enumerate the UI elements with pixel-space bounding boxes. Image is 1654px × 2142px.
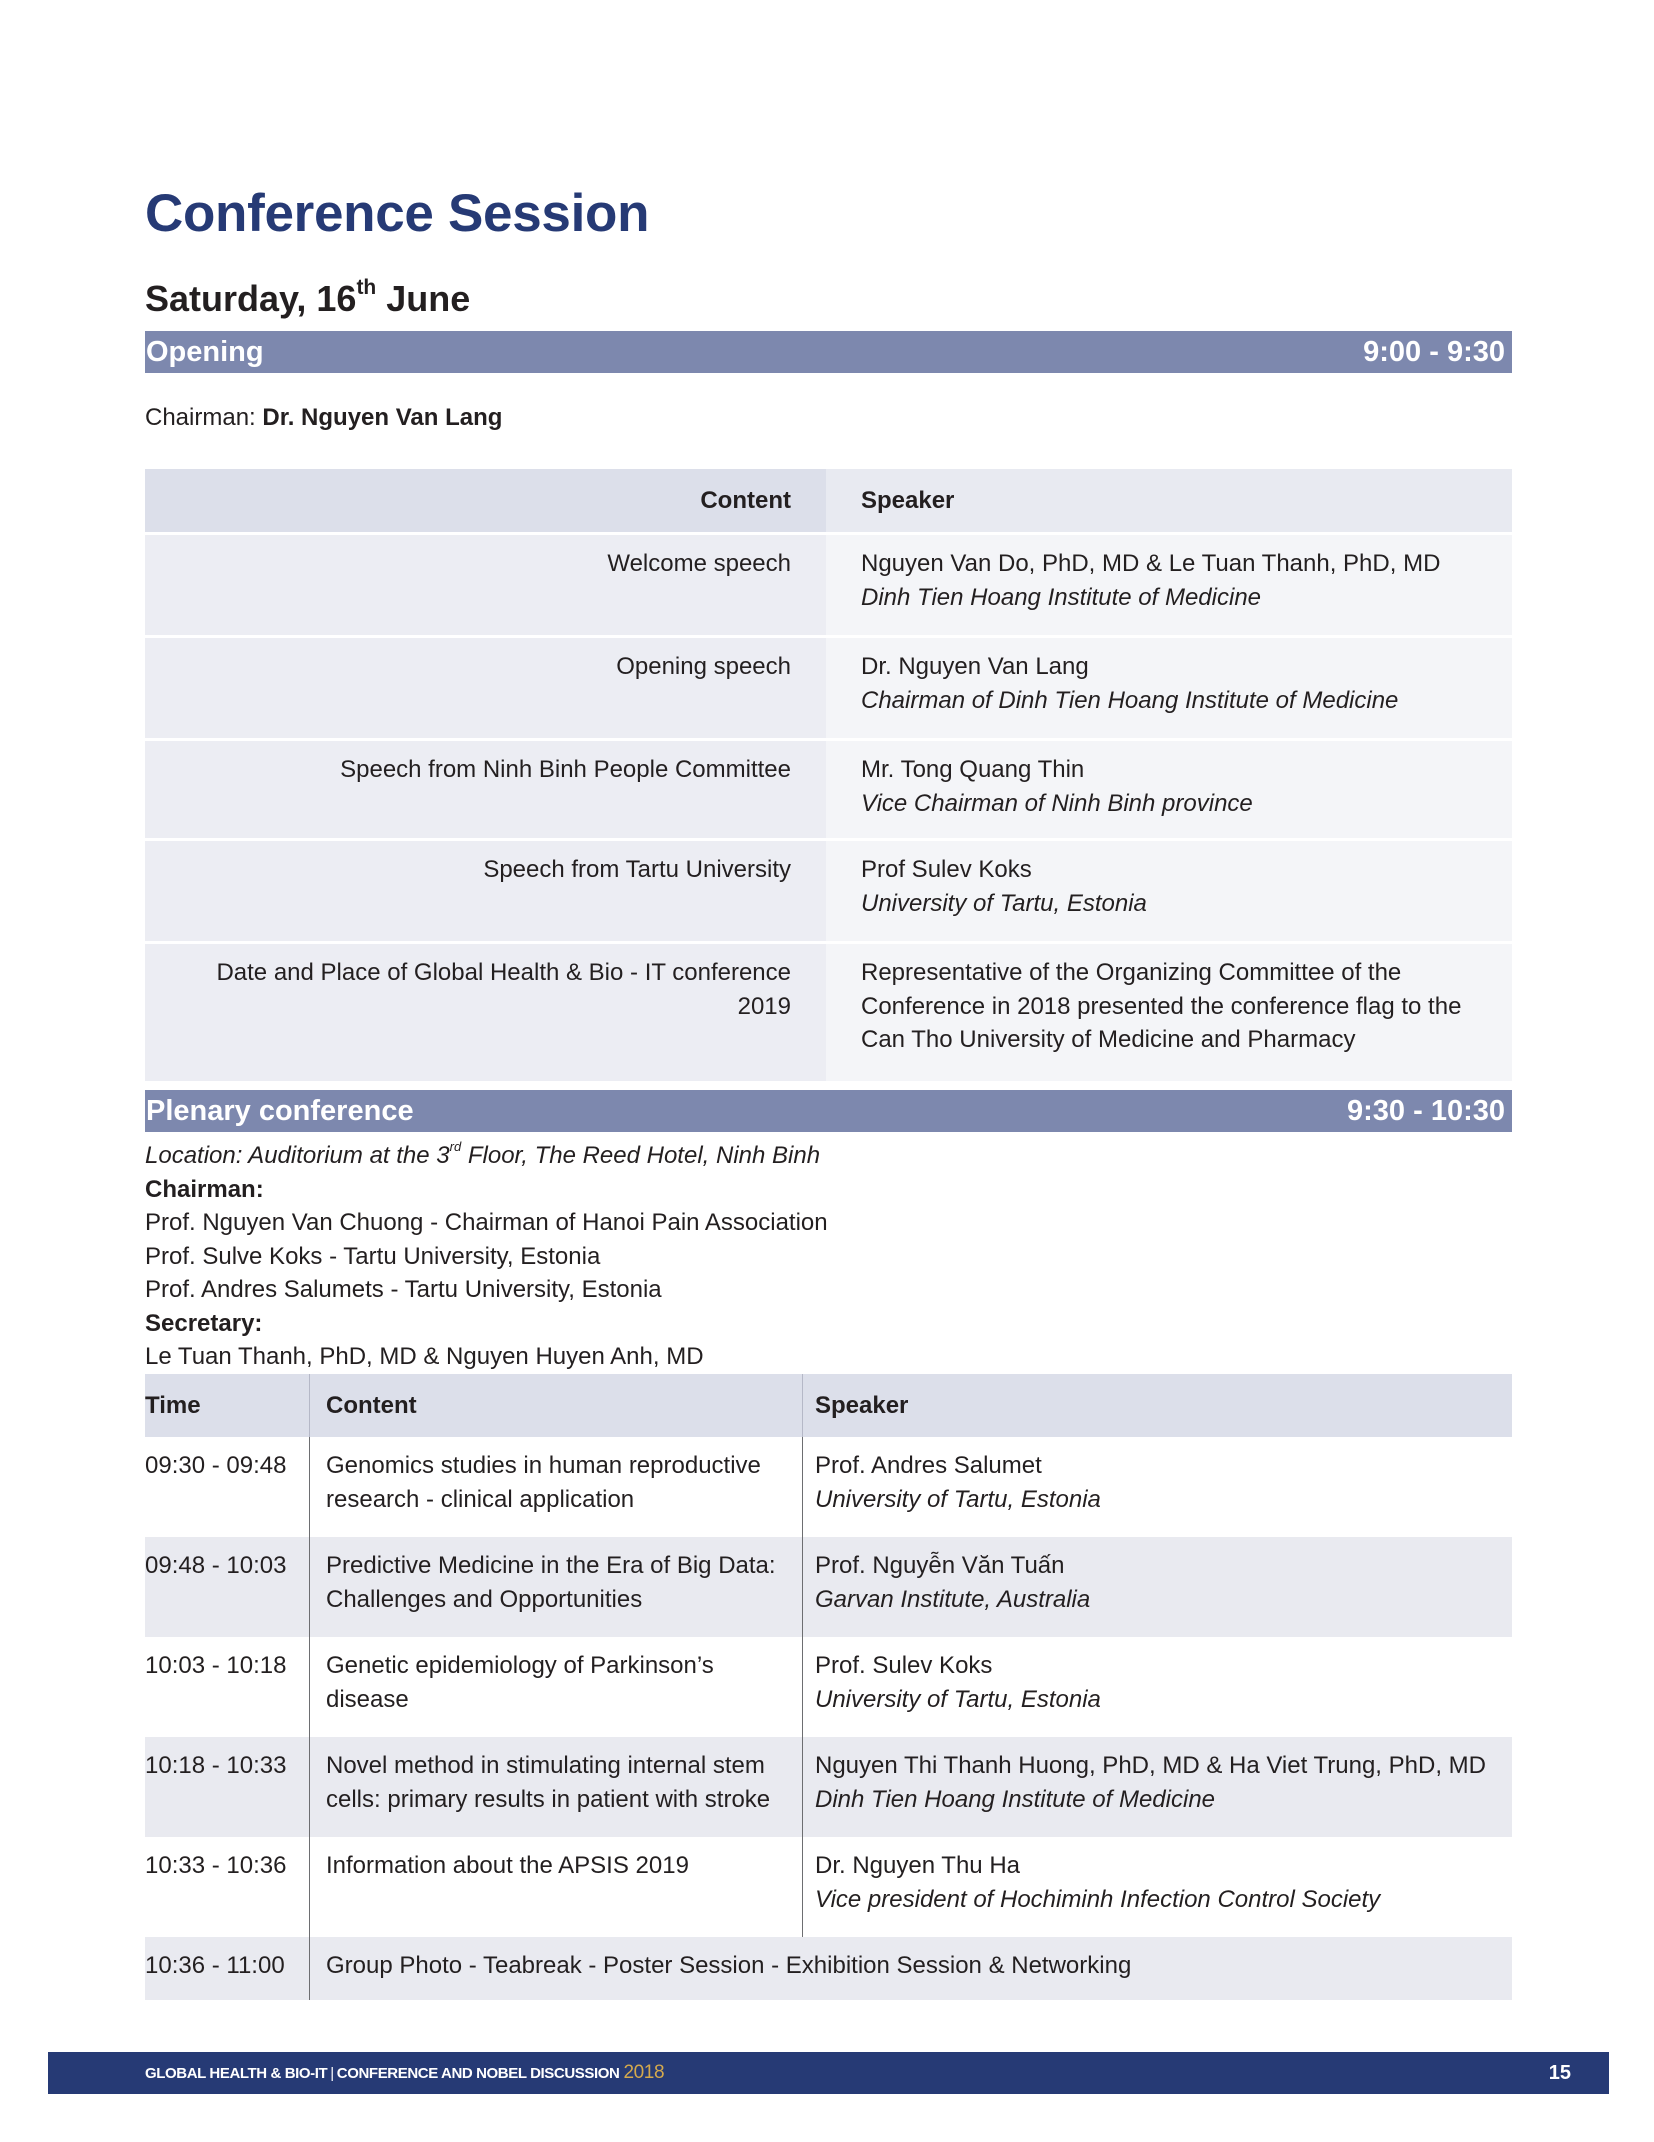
table-header-row: [145, 469, 1512, 532]
header-speaker: Speaker: [826, 469, 1512, 532]
plenary-chairman: Prof. Nguyen Van Chuong - Chairman of Hanoi Pain Association: [145, 1209, 828, 1236]
plenary-label: Plenary conference: [146, 1094, 414, 1127]
footer-publication: GLOBAL HEALTH & BIO-IT | CONFERENCE AND NOBEL DISCUSSION 2018: [145, 2062, 665, 2083]
day-title: Saturday, 16th June: [145, 276, 471, 319]
table-row: 10:33 - 10:36 Information about the APSIS 2019 Dr. Nguyen Thu Ha Vice president of Hochiminh Infection Control Society: [145, 1837, 1512, 1937]
table-row: Welcome speech Nguyen Van Do, PhD, MD & Le Tuan Thanh, PhD, MD Dinh Tien Hoang Institute of Medicine: [145, 532, 1512, 635]
plenary-time: 9:30 - 10:30: [1347, 1094, 1505, 1127]
opening-label: Opening: [146, 335, 264, 368]
table-row: 10:18 - 10:33 Novel method in stimulating internal stem cells: primary results in patient with stroke Nguyen Thi Thanh Huong, PhD, MD & Ha Viet Trung, PhD, MD Dinh Tien Hoang Institute of Medicine: [145, 1737, 1512, 1837]
table-row: Opening speech Dr. Nguyen Van Lang Chairman of Dinh Tien Hoang Institute of Medicine: [145, 635, 1512, 738]
page-number: 15: [1548, 2061, 1571, 2084]
opening-time: 9:00 - 9:30: [1363, 335, 1505, 368]
plenary-info: [145, 1133, 1512, 1374]
table-row: 09:30 - 09:48 Genomics studies in human reproductive research - clinical application Prof. Andres Salumet University of Tartu, Estonia: [145, 1437, 1512, 1537]
table-row: 10:03 - 10:18 Genetic epidemiology of Parkinson’s disease Prof. Sulev Koks University of Tartu, Estonia: [145, 1637, 1512, 1737]
page-footer: [48, 2052, 1609, 2094]
plenary-table: [145, 1374, 1512, 2000]
header-content: Content: [309, 1374, 802, 1437]
header-content: Content: [145, 469, 826, 532]
table-row: Speech from Tartu University Prof Sulev Koks University of Tartu, Estonia: [145, 838, 1512, 941]
opening-section-header: [145, 331, 1512, 373]
plenary-section-header: [145, 1090, 1512, 1132]
opening-chairman: Chairman: Dr. Nguyen Van Lang: [145, 404, 503, 431]
plenary-secretary-label: Secretary:: [145, 1309, 263, 1337]
plenary-location: Location: Auditorium at the 3rd Floor, The Reed Hotel, Ninh Binh: [145, 1139, 821, 1169]
plenary-chairman: Prof. Sulve Koks - Tartu University, Estonia: [145, 1242, 601, 1270]
table-row: Date and Place of Global Health & Bio - IT conference 2019 Representative of the Organizing Committee of the Conference in 2018 presented the conference flag to the Can Tho University of Medicine and Pharmacy: [145, 941, 1512, 1081]
table-row: Speech from Ninh Binh People Committee Mr. Tong Quang Thin Vice Chairman of Ninh Binh province: [145, 738, 1512, 838]
plenary-chairman-label: Chairman:: [145, 1175, 264, 1203]
table-row: 10:36 - 11:00 Group Photo - Teabreak - Poster Session - Exhibition Session & Networking: [145, 1937, 1512, 2000]
plenary-secretary: Le Tuan Thanh, PhD, MD & Nguyen Huyen Anh, MD: [145, 1343, 704, 1370]
page-title: Conference Session: [145, 184, 650, 243]
table-row: 09:48 - 10:03 Predictive Medicine in the Era of Big Data: Challenges and Opportunities Prof. Nguyễn Văn Tuấn Garvan Institute, Australia: [145, 1537, 1512, 1637]
header-speaker: Speaker: [802, 1374, 1512, 1437]
table-header-row: [145, 1374, 1512, 1437]
opening-table: [145, 469, 1512, 1081]
plenary-chairman: Prof. Andres Salumets - Tartu University, Estonia: [145, 1276, 662, 1303]
header-time: Time: [145, 1391, 201, 1419]
